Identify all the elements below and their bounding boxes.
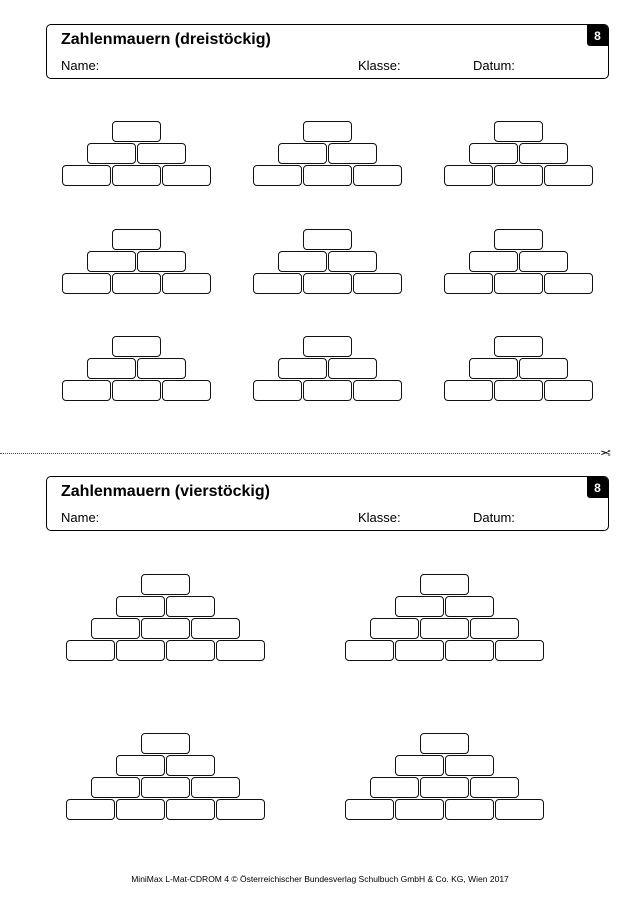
number-brick[interactable] [141, 574, 190, 595]
number-wall [444, 336, 594, 402]
number-brick[interactable] [303, 165, 352, 186]
number-brick[interactable] [87, 358, 136, 379]
number-brick[interactable] [328, 143, 377, 164]
number-wall [345, 733, 545, 821]
number-brick[interactable] [494, 273, 543, 294]
number-brick[interactable] [495, 799, 544, 820]
number-brick[interactable] [303, 121, 352, 142]
number-brick[interactable] [353, 165, 402, 186]
number-brick[interactable] [519, 358, 568, 379]
number-brick[interactable] [112, 380, 161, 401]
number-brick[interactable] [370, 777, 419, 798]
number-brick[interactable] [162, 380, 211, 401]
number-brick[interactable] [303, 229, 352, 250]
date-label: Datum: [473, 510, 515, 525]
number-brick[interactable] [494, 336, 543, 357]
number-wall [62, 121, 212, 187]
number-brick[interactable] [253, 380, 302, 401]
number-brick[interactable] [278, 251, 327, 272]
number-brick[interactable] [87, 251, 136, 272]
number-brick[interactable] [444, 380, 493, 401]
number-brick[interactable] [469, 251, 518, 272]
number-brick[interactable] [420, 618, 469, 639]
name-label: Name: [61, 510, 100, 525]
number-brick[interactable] [353, 273, 402, 294]
number-brick[interactable] [141, 733, 190, 754]
copyright-footer: MiniMax L-Mat-CDROM 4 © Österreichischer Bundesverlag Schulbuch GmbH & Co. KG, Wien 2017 [131, 874, 509, 884]
number-brick[interactable] [216, 640, 265, 661]
number-brick[interactable] [395, 596, 444, 617]
number-wall [345, 574, 545, 662]
number-brick[interactable] [445, 755, 494, 776]
number-brick[interactable] [166, 799, 215, 820]
number-brick[interactable] [420, 777, 469, 798]
number-brick[interactable] [303, 273, 352, 294]
class-label: Klasse: [358, 510, 401, 525]
number-wall [66, 733, 266, 821]
number-brick[interactable] [112, 165, 161, 186]
date-label: Datum: [473, 58, 515, 73]
number-wall [253, 229, 403, 295]
number-brick[interactable] [166, 596, 215, 617]
number-brick[interactable] [370, 618, 419, 639]
number-brick[interactable] [445, 640, 494, 661]
number-brick[interactable] [544, 380, 593, 401]
number-brick[interactable] [345, 640, 394, 661]
number-brick[interactable] [162, 165, 211, 186]
number-brick[interactable] [116, 799, 165, 820]
number-brick[interactable] [62, 273, 111, 294]
number-brick[interactable] [444, 165, 493, 186]
number-wall [62, 229, 212, 295]
name-label: Name: [61, 58, 100, 73]
number-wall [253, 336, 403, 402]
number-brick[interactable] [494, 380, 543, 401]
number-brick[interactable] [216, 799, 265, 820]
number-brick[interactable] [91, 618, 140, 639]
number-brick[interactable] [112, 336, 161, 357]
number-brick[interactable] [494, 229, 543, 250]
number-wall [66, 574, 266, 662]
number-brick[interactable] [137, 251, 186, 272]
class-label: Klasse: [358, 58, 401, 73]
number-brick[interactable] [166, 640, 215, 661]
number-brick[interactable] [116, 755, 165, 776]
number-brick[interactable] [253, 273, 302, 294]
number-brick[interactable] [494, 165, 543, 186]
number-brick[interactable] [470, 777, 519, 798]
number-brick[interactable] [116, 596, 165, 617]
number-brick[interactable] [191, 777, 240, 798]
number-brick[interactable] [395, 755, 444, 776]
number-brick[interactable] [470, 618, 519, 639]
number-brick[interactable] [469, 143, 518, 164]
number-brick[interactable] [87, 143, 136, 164]
number-wall [62, 336, 212, 402]
number-brick[interactable] [445, 799, 494, 820]
number-brick[interactable] [328, 358, 377, 379]
number-brick[interactable] [66, 799, 115, 820]
number-brick[interactable] [345, 799, 394, 820]
number-brick[interactable] [141, 618, 190, 639]
number-brick[interactable] [191, 618, 240, 639]
number-brick[interactable] [445, 596, 494, 617]
number-brick[interactable] [66, 640, 115, 661]
worksheet-title: Zahlenmauern (vierstöckig) [61, 483, 270, 500]
number-brick[interactable] [469, 358, 518, 379]
number-brick[interactable] [495, 640, 544, 661]
number-brick[interactable] [137, 143, 186, 164]
number-brick[interactable] [328, 251, 377, 272]
number-brick[interactable] [494, 121, 543, 142]
number-brick[interactable] [116, 640, 165, 661]
worksheet-header-3-levels [46, 24, 609, 79]
number-brick[interactable] [166, 755, 215, 776]
worksheet-header-4-levels [46, 476, 609, 531]
number-brick[interactable] [253, 165, 302, 186]
number-brick[interactable] [62, 380, 111, 401]
number-brick[interactable] [303, 380, 352, 401]
number-brick[interactable] [91, 777, 140, 798]
number-brick[interactable] [544, 273, 593, 294]
number-brick[interactable] [62, 165, 111, 186]
number-brick[interactable] [137, 358, 186, 379]
number-brick[interactable] [112, 273, 161, 294]
number-wall [253, 121, 403, 187]
number-brick[interactable] [353, 380, 402, 401]
scissors-icon: ✂ [600, 445, 611, 460]
number-wall [444, 121, 594, 187]
number-brick[interactable] [278, 358, 327, 379]
number-brick[interactable] [420, 733, 469, 754]
worksheet-title: Zahlenmauern (dreistöckig) [61, 31, 271, 48]
number-brick[interactable] [141, 777, 190, 798]
number-brick[interactable] [303, 336, 352, 357]
number-brick[interactable] [395, 640, 444, 661]
number-brick[interactable] [420, 574, 469, 595]
number-brick[interactable] [395, 799, 444, 820]
number-wall [444, 229, 594, 295]
number-brick[interactable] [519, 143, 568, 164]
number-brick[interactable] [544, 165, 593, 186]
number-brick[interactable] [112, 229, 161, 250]
page-number-badge: 8 [587, 477, 608, 498]
number-brick[interactable] [278, 143, 327, 164]
number-brick[interactable] [162, 273, 211, 294]
number-brick[interactable] [519, 251, 568, 272]
number-brick[interactable] [444, 273, 493, 294]
page-number-badge: 8 [587, 25, 608, 46]
cut-line [0, 453, 600, 454]
number-brick[interactable] [112, 121, 161, 142]
